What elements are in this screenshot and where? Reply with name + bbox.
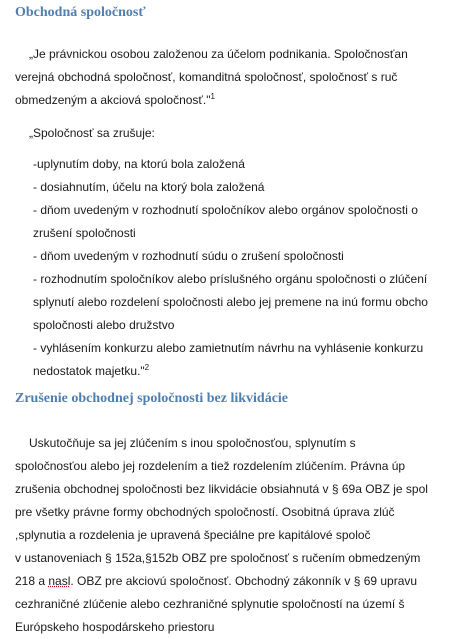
section-heading-dissolution: Zrušenie obchodnej spoločnosti bez likvidácie	[15, 391, 289, 406]
paragraph-line: ,splynutia a rozdelenia je upravená špeciálne pre kapitálové spoloč	[15, 528, 371, 542]
list-item-text: nedostatok majetku."	[33, 364, 145, 378]
paragraph-text: 218 a	[15, 574, 49, 588]
paragraph-line: v ustanoveniach § 152a,§152b OBZ pre spoločnosť s ručením obmedzeným	[15, 551, 421, 565]
definition-paragraph-cont	[15, 66, 458, 112]
paragraph-line: cezhraničné zlúčenie alebo cezhraničné splynutie spoločností na území š	[15, 597, 405, 611]
paragraph-line	[15, 89, 458, 112]
dissolution-paragraph	[15, 432, 458, 639]
paragraph-line	[15, 570, 458, 593]
paragraph-line: Európskeho hospodárskeho priestoru	[15, 620, 215, 634]
paragraph-line: spoločnosťou alebo jej rozdelením a tiež rozdelením zlúčením. Právna úp	[15, 459, 406, 473]
paragraph-line: „Je právnickou osobou založenou za účelom podnikania. Spoločnosťan	[29, 47, 408, 61]
list-item: -uplynutím doby, na ktorú bola založená	[33, 157, 245, 171]
dissolution-list	[33, 153, 458, 383]
paragraph-line: pre všetky právne formy obchodných spoločností. Osobitná úprava zlúč	[15, 505, 395, 519]
paragraph-text: obmedzeným a akciová spoločnosť."	[15, 93, 211, 107]
list-item: - rozhodnutím spoločníkov alebo príslušného orgánu spoločnosti o zlúčení	[33, 272, 428, 286]
list-item: - dosiahnutím, účelu na ktorý bola založená	[33, 180, 265, 194]
list-item: - dňom uvedeným v rozhodnutí súdu o zrušení spoločnosti	[33, 249, 344, 263]
list-item: - vyhlásením konkurzu alebo zamietnutím návrhu na vyhlásenie konkurzu	[33, 341, 424, 355]
list-item: spoločnosti alebo družstvo	[33, 318, 175, 332]
footnote-ref[interactable]: 1	[210, 92, 215, 101]
paragraph-line: zrušenia obchodnej spoločnosti bez likvidácie obsiahnutá v § 69a OBZ je spol	[15, 482, 428, 496]
dissolution-intro	[29, 122, 155, 145]
list-item: - dňom uvedeným v rozhodnutí spoločníkov alebo orgánov spoločnosti o	[33, 203, 418, 217]
definition-paragraph	[29, 43, 458, 66]
list-item	[33, 360, 458, 383]
list-item: splynutí alebo rozdelení spoločnosti alebo jej premene na inú formu obcho	[33, 295, 428, 309]
paragraph-line: Uskutočňuje sa jej zlúčením s inou spoločnosťou, splynutím s	[29, 436, 356, 450]
footnote-ref[interactable]: 2	[144, 363, 150, 372]
spellcheck-word: nasl	[48, 574, 71, 588]
section-heading-company: Obchodná spoločnosť	[15, 5, 146, 20]
paragraph-line: verejná obchodná spoločnosť, komanditná spoločnosť, spoločnosť s ruč	[15, 70, 398, 84]
intro-text: „Spoločnosť sa zrušuje:	[29, 126, 155, 140]
list-item: zrušení spoločnosti	[33, 226, 136, 240]
paragraph-text: . OBZ pre akciovú spoločnosť. Obchodný zákonník v § 69 upravu	[70, 574, 418, 588]
